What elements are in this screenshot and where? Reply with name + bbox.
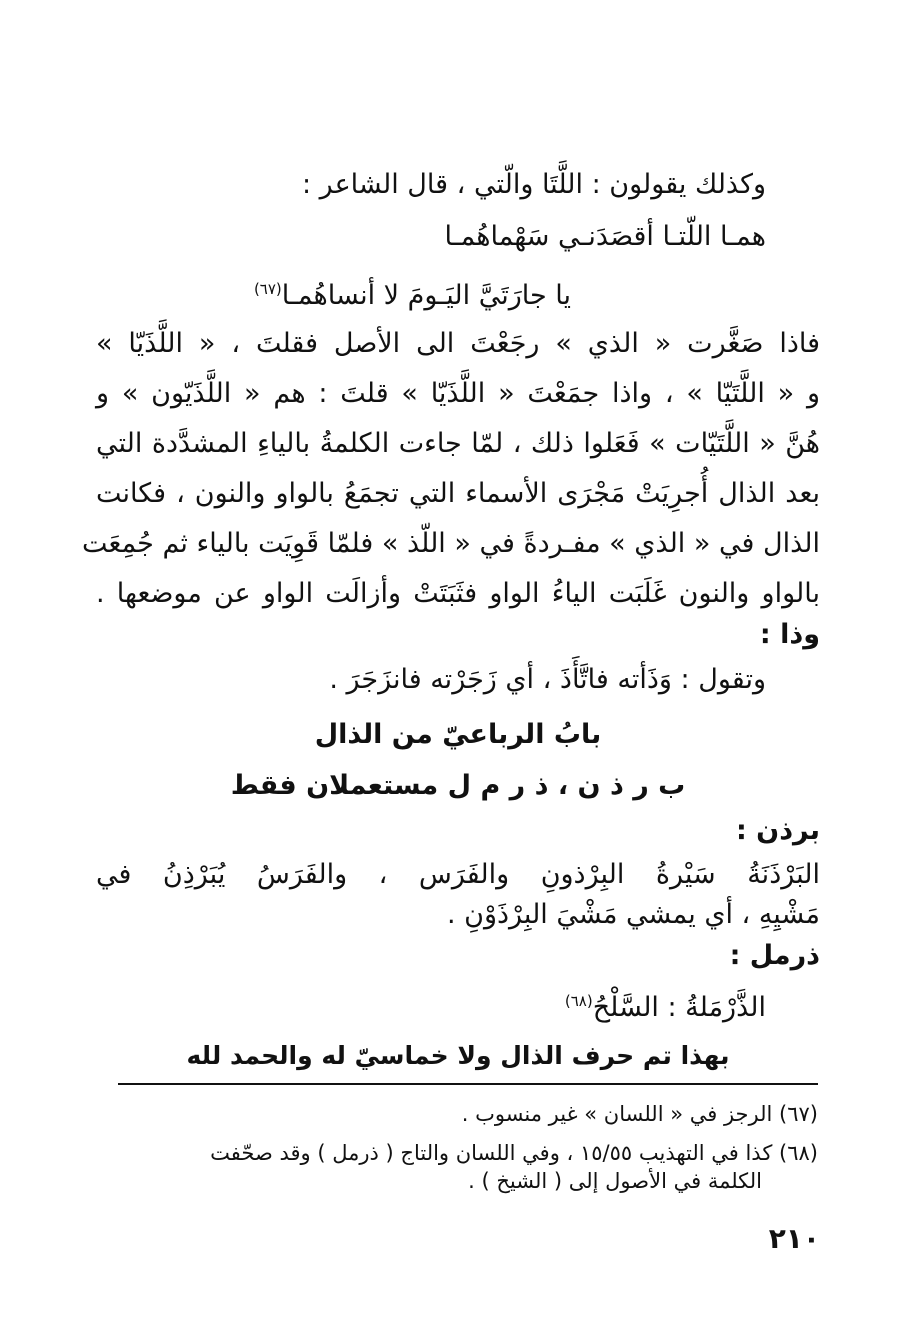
verse-line-1: همـا اللّتـا أقصَدَنـي سَهْماهُمـا — [444, 221, 766, 252]
footnote-text: الرجز في « اللسان » غير منسوب . — [461, 1102, 773, 1126]
intro-line: وكذلك يقولون : اللَّتَا والّتي ، قال الشاعر : — [302, 169, 766, 200]
entry-heading-bardhan: برذن : — [735, 815, 820, 846]
entry-heading-wadha: وذا : — [759, 619, 820, 650]
footnote-ref-68: (٦٨) — [564, 992, 593, 1010]
entry-text-dharmal — [565, 983, 766, 1026]
entry-heading-dharmal: ذرمل : — [729, 940, 820, 971]
entry-line-bardhan-1: البَرْذَنَةُ سَيْرةُ البِرْذونِ والفَرَس ، والفَرَسُ يُبَرْذِنُ في — [96, 859, 820, 890]
footnote-67 — [462, 1100, 818, 1128]
section-title: بابُ الرباعيّ من الذال — [314, 719, 602, 750]
closing-line: بهذا تم حرف الذال ولا خماسيّ له والحمد لله — [186, 1041, 730, 1070]
paragraph-line-2: و « اللَّتَيّا » ، واذا جمَعْتَ « اللَّذَيّا » قلتَ : هم « اللَّذَيّون » و — [96, 378, 820, 409]
entry-line-bardhan-2: مَشْيِهِ ، أي يمشي مَشْيَ البِرْذَوْنِ . — [446, 899, 820, 930]
footnote-ref-67: (٦٧) — [253, 280, 282, 298]
footnote-68-continuation: الكلمة في الأصول إلى ( الشيخ ) . — [468, 1169, 762, 1193]
paragraph-line-1: فاذا صَغَّرت « الذي » رجَعْتَ الى الأصل فقلتَ ، « اللَّذَيّا » — [96, 328, 820, 359]
paragraph-line-4: بعد الذال أُجرِيَتْ مَجْرَى الأسماء التي تجمَعُ بالواو والنون ، فكانت — [96, 478, 820, 509]
footnote-text: كذا في التهذيب ١٥/٥٥ ، وفي اللسان والتاج ( ذرمل ) وقد صحّفت — [210, 1141, 773, 1165]
entry-text-wadha: وتقول : وَذَأته فاتَّأَذَ ، أي زَجَرْته فانزَجَرَ . — [329, 664, 766, 695]
verse-text: يا جارَتَيَّ اليَـومَ لا أنساهُمـا — [281, 280, 571, 311]
footnote-number: (٦٧) — [779, 1102, 818, 1126]
verse-line-2 — [254, 271, 571, 314]
page-number: ٢١٠ — [768, 1222, 820, 1255]
section-subtitle: ب ر ذ ن ، ذ ر م ل مستعملان فقط — [230, 770, 686, 801]
dharmal-definition: الذَّرْمَلةُ : السَّلْحُ — [592, 992, 766, 1023]
footnote-68 — [210, 1139, 818, 1167]
paragraph-line-3: هُنَّ « اللَّتَيّات » فَعَلوا ذلك ، لمّا جاءت الكلمةُ بالياءِ المشدَّدة التي — [96, 428, 820, 459]
paragraph-line-5: الذال في « الذي » مفـردةً في « اللّذ » فلمّا قَوِيَت بالياء ثم جُمِعَت — [82, 528, 820, 559]
footnote-divider — [118, 1083, 818, 1085]
paragraph-line-6: بالواو والنون غَلَبَت الياءُ الواو فثَبَتَتْ وأزالَت الواو عن موضعها . — [96, 578, 820, 609]
footnote-number: (٦٨) — [779, 1141, 818, 1165]
